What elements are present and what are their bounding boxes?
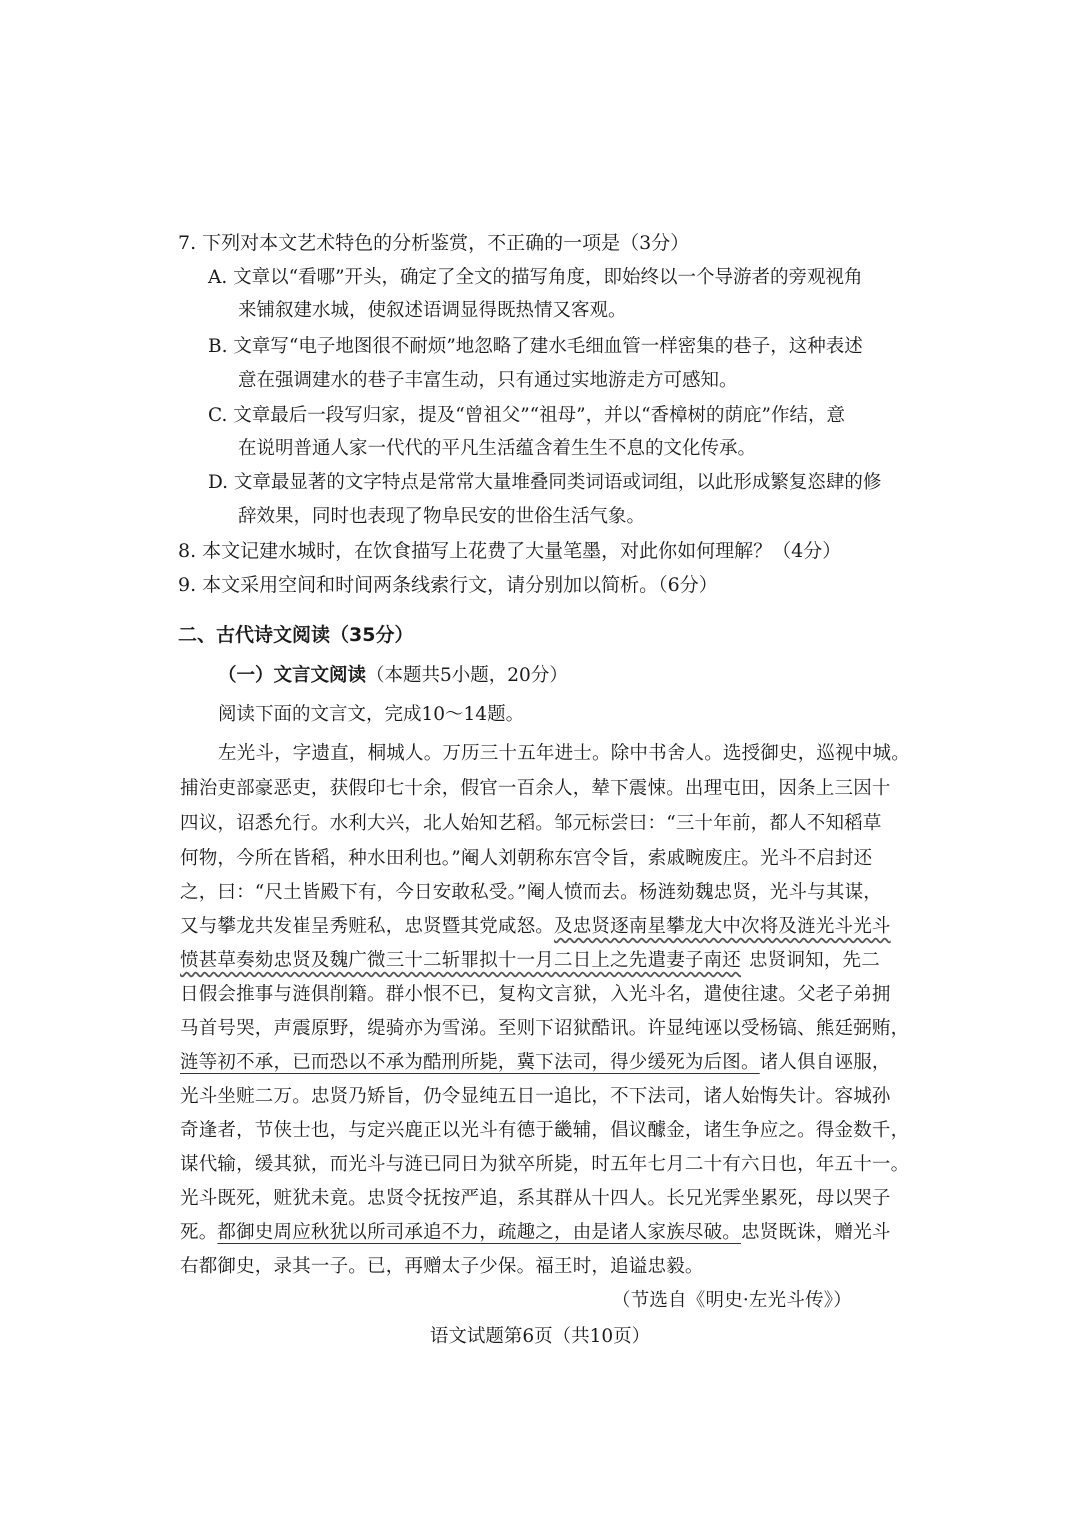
option-a-line-2: 来铺叙建水城，使叙述语调显得既热情又客观。 [238,300,627,321]
subsection-1-heading [218,661,568,687]
passage-line: 日假会推事与涟俱削籍。群小恨不已，复构文言狱，入光斗名，遣使往逮。父老子弟拥 [180,984,891,1005]
question-7-stem: 7. 下列对本文艺术特色的分析鉴赏，不正确的一项是（3分） [178,232,690,254]
underlined-sentence: 涟等初不承，已而恐以不承为酷刑所毙，冀下法司，得少缓死为后图。 [180,1052,760,1073]
passage-line: 愤甚草奏劾忠贤及魏广微三十二斩罪拟十一月二日上之先遣妻子南还 忠贤诇知，先二 [180,950,880,971]
page-footer: 语文试题第6页（共10页） [429,1326,651,1347]
passage-line: 奇逢者，节侠士也，与定兴鹿正以光斗有德于畿辅，倡议醵金，诸生争应之。得金数千， [180,1120,910,1141]
option-c-line-1: C. 文章最后一段写归家，提及“曾祖父”“祖母”，并以“香樟树的荫庇”作结，意 [208,405,846,426]
passage-line: 又与攀龙共发崔呈秀赃私，忠贤暨其党咸怒。及忠贤逐南星攀龙大中次将及涟光斗光斗 [180,916,891,937]
reading-instruction: 阅读下面的文言文，完成10～14题。 [218,704,525,725]
section-2-title: 二、古代诗文阅读（35分） [178,624,414,646]
unpunctuated-sentence: 愤甚草奏劾忠贤及魏广微三十二斩罪拟十一月二日上之先遣妻子南还 [180,950,742,971]
option-d-line-2: 辞效果，同时也表现了物阜民安的世俗生活气象。 [238,506,646,527]
passage-line: 谋代输，缓其狱，而光斗与涟已同日为狱卒所毙，时五年七月二十有六日也，年五十一。 [180,1154,910,1175]
option-b-line-2: 意在强调建水的巷子丰富生动，只有通过实地游走方可感知。 [238,370,738,391]
passage-line: 之，曰：“尺土皆殿下有，今日安敢私受。”阉人愤而去。杨涟劾魏忠贤，光斗与其谋， [180,882,882,903]
passage-line: 四议，诏悉允行。水利大兴，北人始知艺稻。邹元标尝曰：“三十年前，都人不知稻草 [180,813,882,834]
subsection-1-title: （一）文言文阅读 [218,665,367,686]
passage-line: 马首号哭，声震原野，缇骑亦为雪涕。至则下诏狱酷讯。许显纯诬以受杨镐、熊廷弼贿， [180,1018,910,1039]
option-b-line-1: B. 文章写“电子地图很不耐烦”地忽略了建水毛细血管一样密集的巷子，这种表述 [208,336,863,357]
subsection-1-note: （本题共5小题，20分） [366,665,568,686]
passage-line: 光斗坐赃二万。忠贤乃矫旨，仍令显纯五日一追比，不下法司，诸人始悔失计。容城孙 [180,1086,891,1107]
option-a-line-1: A. 文章以“看哪”开头，确定了全文的描写角度，即始终以一个导游者的旁观视角 [208,267,863,288]
passage-line: 光斗既死，赃犹未竟。忠贤令抚按严追，系其群从十四人。长兄光霁坐累死，母以哭子 [180,1188,891,1209]
passage-line: 涟等初不承，已而恐以不承为酷刑所毙，冀下法司，得少缓死为后图。诸人俱自诬服， [180,1052,891,1073]
passage-line: 右都御史，录其一子。已，再赠太子少保。福王时，追谥忠毅。 [180,1256,704,1277]
unpunctuated-sentence: 及忠贤逐南星攀龙大中次将及涟光斗光斗 [554,916,891,937]
question-8: 8. 本文记建水城时，在饮食描写上花费了大量笔墨，对此你如何理解？（4分） [178,540,842,562]
passage-line: 何物，今所在皆稻，种水田利也。”阉人刘朝称东宫令旨，索戚畹废庄。光斗不启封还 [180,848,873,869]
underlined-sentence: 都御史周应秋犹以所司承追不力，疏趣之，由是诸人家族尽破。 [217,1222,742,1243]
option-c-line-2: 在说明普通人家一代代的平凡生活蕴含着生生不息的文化传承。 [238,438,757,459]
passage-source: （节选自《明史·左光斗传》） [612,1290,852,1311]
option-d-line-1: D. 文章最显著的文字特点是常常大量堆叠同类词语或词组，以此形成繁复恣肆的修 [208,472,882,493]
passage-line: 左光斗，字遗直，桐城人。万历三十五年进士。除中书舍人。选授御史，巡视中城。 [218,743,910,764]
question-9: 9. 本文采用空间和时间两条线索行文，请分别加以简析。（6分） [178,574,718,596]
passage-line: 死。都御史周应秋犹以所司承追不力，疏趣之，由是诸人家族尽破。忠贤既诛，赠光斗 [180,1222,891,1243]
passage-line: 捕治吏部豪恶吏，获假印七十余，假官一百余人，辇下震悚。出理屯田，因条上三因十 [180,778,891,799]
